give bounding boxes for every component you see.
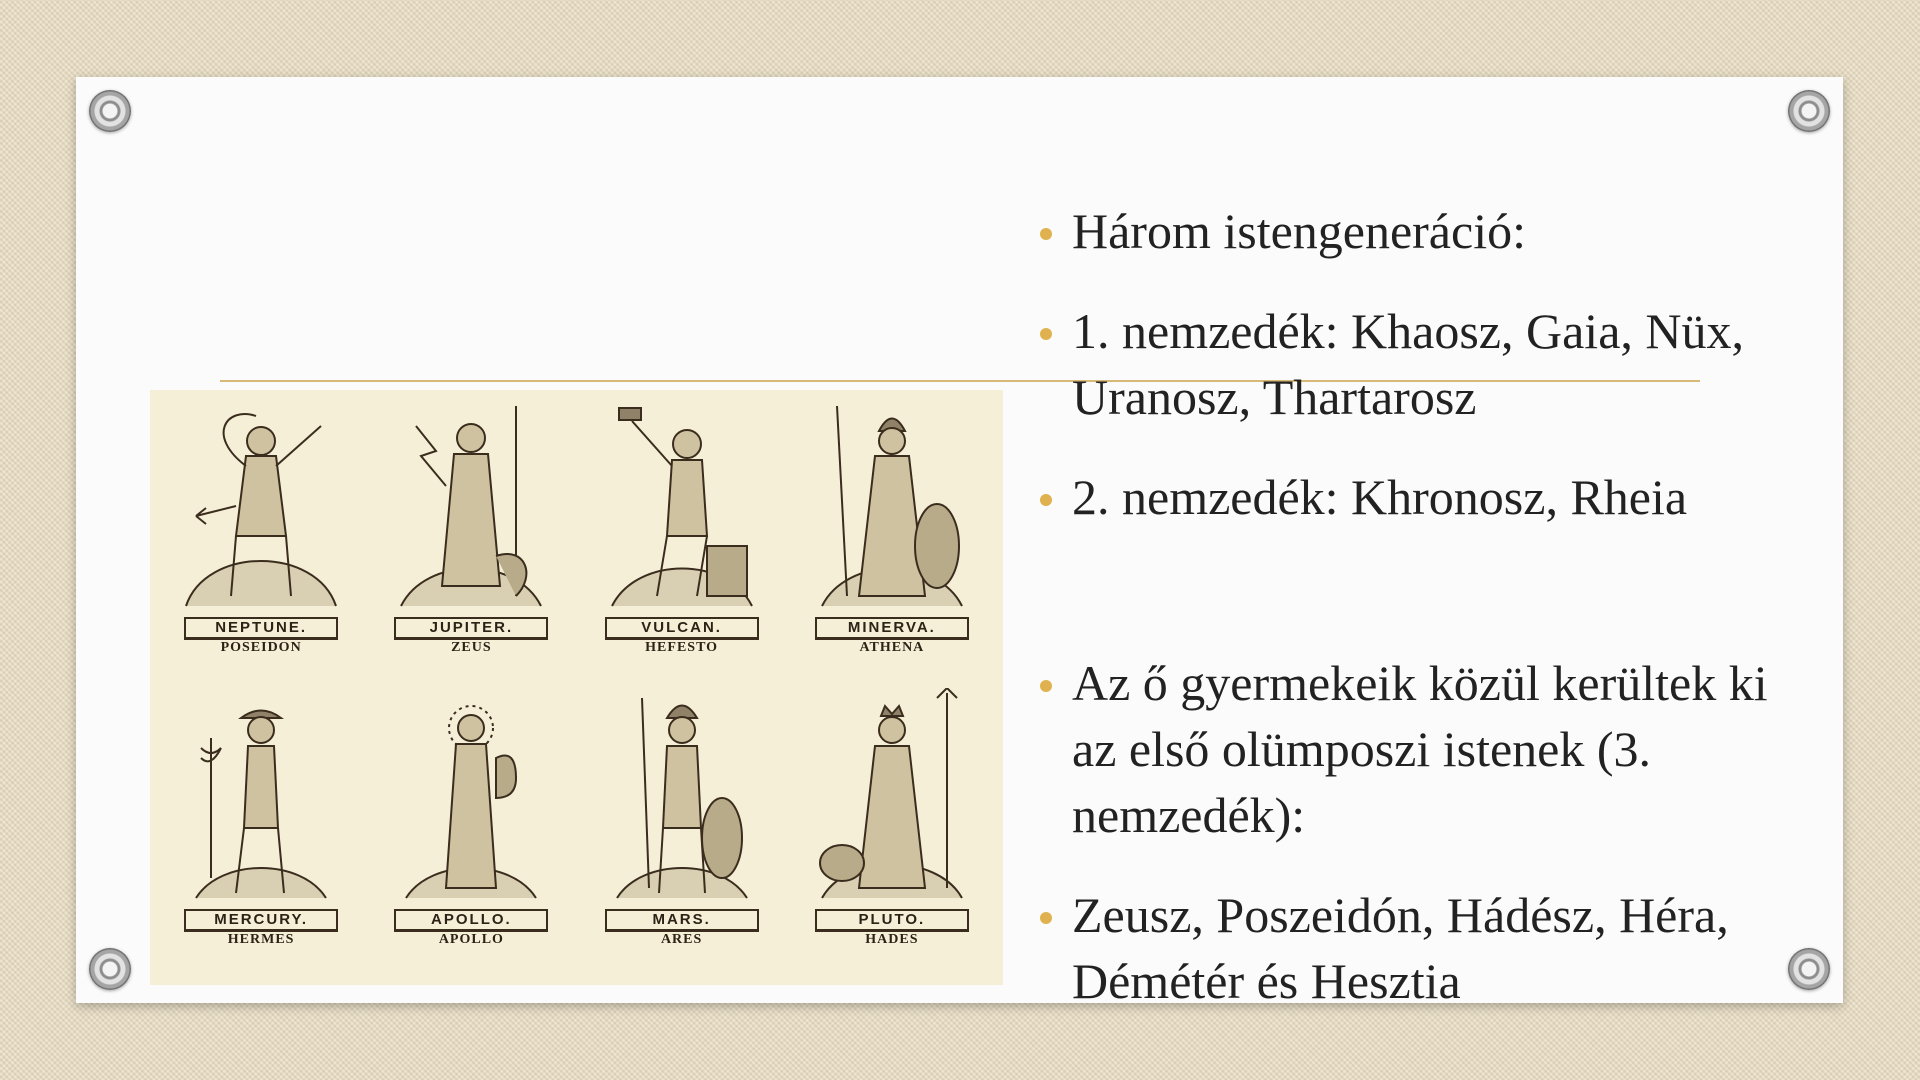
bullet-text: 2. nemzedék: Khronosz, Rheia bbox=[1072, 469, 1688, 525]
grommet-top-right bbox=[1788, 90, 1830, 132]
god-cell-pluto bbox=[787, 688, 997, 980]
god-subname-label: APOLLO bbox=[438, 931, 504, 947]
bullet-dot-icon bbox=[1040, 328, 1052, 340]
bullet-item bbox=[1038, 882, 1798, 1014]
statue-figure-icon bbox=[797, 688, 987, 913]
grommet-top-left bbox=[89, 90, 131, 132]
bullet-text: Zeusz, Poszeidón, Hádész, Héra, Démétér és Hesztia bbox=[1072, 887, 1729, 1009]
statue-figure-icon bbox=[166, 396, 356, 621]
god-name-label: MERCURY. bbox=[184, 909, 338, 932]
god-name-label: MINERVA. bbox=[815, 617, 969, 640]
bullet-item bbox=[1038, 650, 1798, 848]
god-cell-neptune bbox=[156, 396, 366, 688]
god-cell-vulcan bbox=[577, 396, 787, 688]
god-subname-label: ZEUS bbox=[451, 640, 492, 655]
bullet-dot-icon bbox=[1040, 494, 1052, 506]
bullet-text: 1. nemzedék: Khaosz, Gaia, Nüx, Uranosz, Thartarosz bbox=[1072, 303, 1744, 425]
god-subname-label: ATHENA bbox=[859, 640, 925, 655]
bullet-dot-icon bbox=[1040, 228, 1052, 240]
grommet-bottom-left bbox=[89, 948, 131, 990]
bullet-item bbox=[1038, 198, 1798, 264]
gods-illustration bbox=[150, 390, 1003, 985]
god-name-label: VULCAN. bbox=[605, 617, 759, 640]
bullet-text: Három istengeneráció: bbox=[1072, 203, 1526, 259]
bullet-item bbox=[1038, 298, 1798, 430]
god-name-label: PLUTO. bbox=[815, 909, 969, 932]
bullet-dot-icon bbox=[1040, 912, 1052, 924]
god-cell-mars bbox=[577, 688, 787, 980]
god-subname-label: ARES bbox=[660, 931, 703, 947]
bullet-dot-icon bbox=[1040, 680, 1052, 692]
god-cell-jupiter bbox=[366, 396, 576, 688]
god-subname-label: HERMES bbox=[227, 931, 295, 947]
statue-figure-icon bbox=[797, 396, 987, 621]
god-subname-label: HADES bbox=[865, 931, 919, 947]
statue-figure-icon bbox=[376, 688, 566, 913]
god-cell-apollo bbox=[366, 688, 576, 980]
god-subname-label: POSEIDON bbox=[220, 640, 302, 655]
god-cell-minerva bbox=[787, 396, 997, 688]
god-cell-mercury bbox=[156, 688, 366, 980]
statue-figure-icon bbox=[587, 396, 777, 621]
god-name-label: JUPITER. bbox=[394, 617, 548, 640]
god-name-label: NEPTUNE. bbox=[184, 617, 338, 640]
statue-figure-icon bbox=[376, 396, 566, 621]
god-name-label: APOLLO. bbox=[394, 909, 548, 932]
statue-figure-icon bbox=[166, 688, 356, 913]
bullet-list bbox=[1038, 198, 1798, 1048]
bullet-text: Az ő gyermekeik közül kerültek ki az első olümposzi istenek (3. nemzedék): bbox=[1072, 655, 1768, 843]
god-subname-label: HEFESTO bbox=[645, 640, 719, 655]
god-name-label: MARS. bbox=[605, 909, 759, 932]
bullet-item bbox=[1038, 464, 1798, 530]
statue-figure-icon bbox=[587, 688, 777, 913]
